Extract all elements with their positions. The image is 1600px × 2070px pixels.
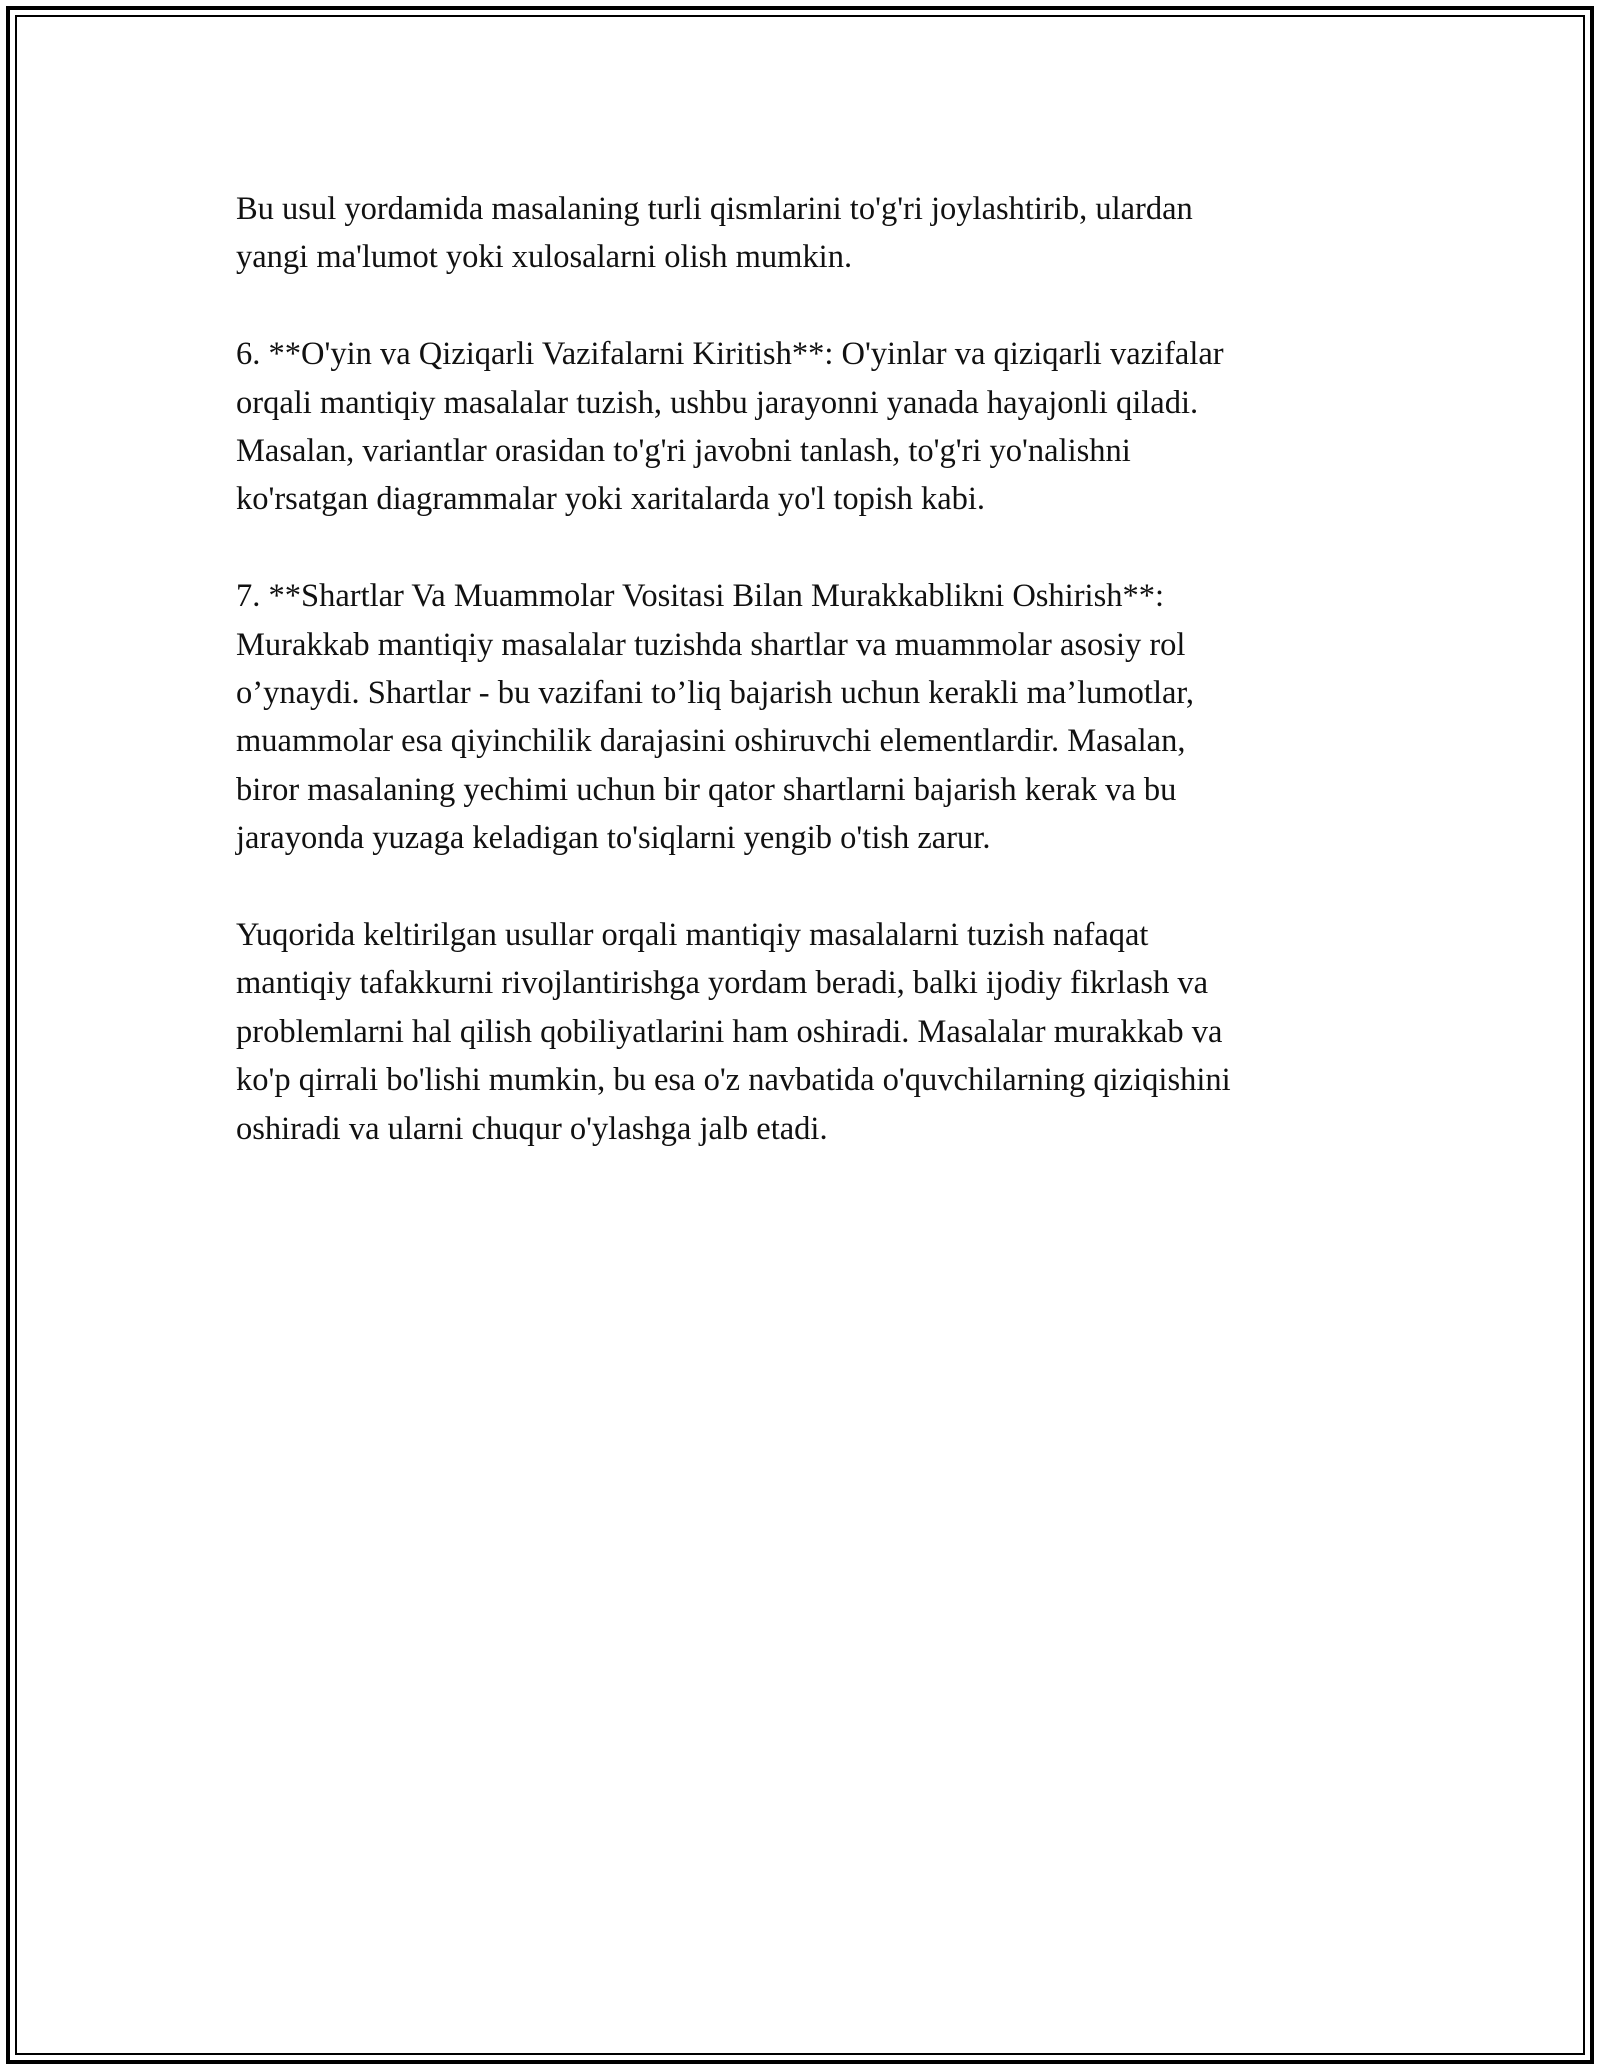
- document-body: [236, 185, 1376, 1201]
- paragraph-conclusion: Yuqorida keltirilgan usullar orqali mantiqiy masalalarni tuzish nafaqat mantiqiy tafakkurni rivojlantirishga yordam beradi, balki ijodiy fikrlash va problemlarni hal qilish qobiliyatlarini ham oshiradi. Masalalar murakkab va ko'p qirrali bo'lishi mumkin, bu esa o'z navbatida o'quvchilarning qiziqishini oshiradi va ularni chuqur o'ylashga jalb etadi.: [236, 917, 1231, 1147]
- paragraph-item-7: 7. **Shartlar Va Muammolar Vositasi Bilan Murakkablikni Oshirish**: Murakkab mantiqiy masalalar tuzishda shartlar va muammolar asosiy rol o’ynaydi. Shartlar - bu vazifani to’liq bajarish uchun kerakli ma’lumotlar, muammolar esa qiyinchilik darajasini oshiruvchi elementlardir. Masalan, biror masalaning yechimi uchun bir qator shartlarni bajarish kerak va bu jarayonda yuzaga keladigan to'siqlarni yengib o'tish zarur.: [236, 578, 1195, 857]
- paragraph-item-6: 6. **O'yin va Qiziqarli Vazifalarni Kiritish**: O'yinlar va qiziqarli vazifalar orqali mantiqiy masalalar tuzish, ushbu jarayonni yanada hayajonli qiladi. Masalan, variantlar orasidan to'g'ri javobni tanlash, to'g'ri yo'nalishni ko'rsatgan diagrammalar yoki xaritalarda yo'l topish kabi.: [236, 336, 1224, 518]
- paragraph-intro: Bu usul yordamida masalaning turli qismlarini to'g'ri joylashtirib, ulardan yangi ma'lumot yoki xulosalarni olish mumkin.: [236, 191, 1193, 276]
